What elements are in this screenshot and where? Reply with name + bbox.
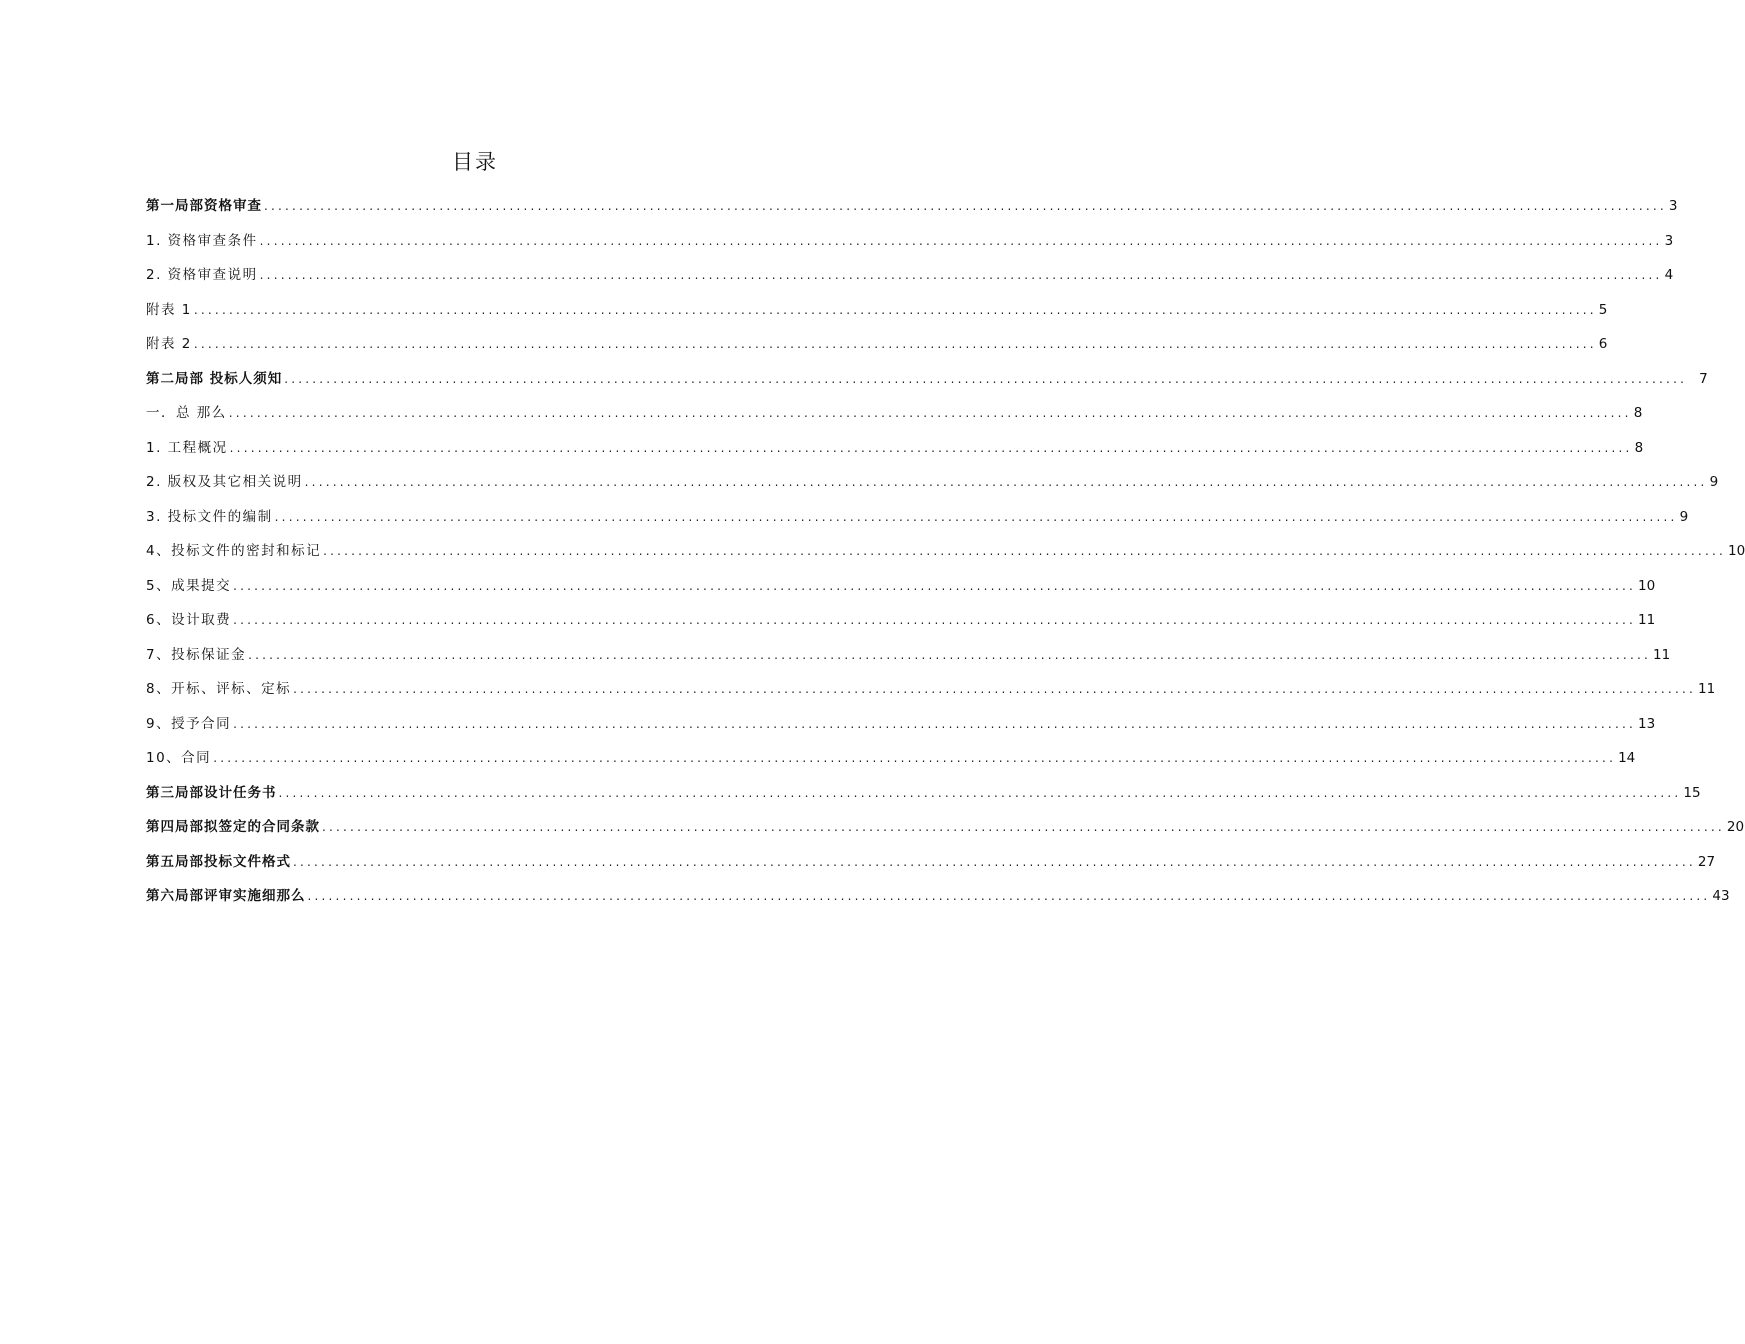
- toc-entry-page-number: 9: [1679, 508, 1689, 525]
- toc-entry-label: 2. 版权及其它相关说明: [146, 474, 303, 490]
- toc-dot-leader: ........................................................................................................................................................................................................: [322, 820, 1725, 834]
- toc-entry[interactable]: [146, 196, 1678, 216]
- toc-entry[interactable]: [146, 507, 1689, 527]
- toc-dot-leader: ........................................................................................................................................................................................................: [293, 682, 1696, 696]
- toc-entry-label: 第四局部拟签定的合同条款: [146, 819, 320, 835]
- toc-entry-label: 6、设计取费: [146, 612, 232, 628]
- toc-entry-page-number: 9: [1709, 474, 1719, 490]
- toc-dot-leader: ........................................................................................................................................................................................................: [248, 647, 1651, 662]
- toc-entry-page-number: 5: [1598, 301, 1608, 318]
- toc-entry[interactable]: [146, 334, 1608, 354]
- toc-entry-page-number: 8: [1634, 439, 1644, 456]
- toc-entry-label: 2. 资格审查说明: [146, 267, 258, 283]
- toc-entry-page-number: 13: [1637, 715, 1656, 732]
- toc-entry[interactable]: [146, 265, 1674, 285]
- toc-entry-label: 第六局部评审实施细那么: [146, 888, 306, 904]
- toc-entry-page-number: 14: [1618, 750, 1636, 766]
- toc-dot-leader: ........................................................................................................................................................................................................: [259, 233, 1663, 248]
- toc-entry[interactable]: [146, 679, 1716, 699]
- toc-dot-leader: ........................................................................................................................................................................................................: [278, 785, 1682, 800]
- toc-entry-label: 4、投标文件的密封和标记: [146, 543, 322, 559]
- toc-dot-leader: ........................................................................................................................................................................................................: [229, 440, 1633, 455]
- toc-dot-leader: ........................................................................................................................................................................................................: [274, 509, 1678, 524]
- toc-entry-page-number: 7: [1699, 370, 1708, 387]
- toc-entry[interactable]: [146, 369, 1708, 389]
- toc-dot-leader: ........................................................................................................................................................................................................: [193, 302, 1597, 317]
- toc-dot-leader: ........................................................................................................................................................................................................: [233, 613, 1636, 627]
- toc-entry-page-number: 10: [1637, 577, 1656, 594]
- toc-entry[interactable]: [146, 541, 1745, 561]
- toc-entry[interactable]: [146, 438, 1644, 458]
- toc-dot-leader: ........................................................................................................................................................................................................: [228, 406, 1632, 420]
- toc-entry[interactable]: [146, 403, 1643, 423]
- toc-entry-label: 10、合同: [146, 750, 212, 766]
- toc-dot-leader: ........................................................................................................................................................................................................: [293, 854, 1696, 869]
- toc-dot-leader: ........................................................................................................................................................................................................: [259, 268, 1663, 282]
- toc-dot-leader: ........................................................................................................................................................................................................: [233, 716, 1636, 731]
- toc-entry-label: 8、开标、评标、定标: [146, 681, 292, 697]
- toc-entry-label: 第一局部资格审查: [146, 198, 262, 214]
- toc-entry-label: 9、授予合同: [146, 715, 232, 732]
- toc-entry-page-number: 27: [1697, 853, 1716, 870]
- toc-entry-page-number: 11: [1637, 612, 1656, 628]
- toc-entry-page-number: 11: [1652, 646, 1671, 663]
- toc-entry[interactable]: [146, 748, 1636, 768]
- toc-entry-page-number: 10: [1727, 543, 1745, 559]
- toc-entry-page-number: 20: [1726, 819, 1745, 835]
- toc-entry-label: 第二局部 投标人须知: [146, 370, 283, 387]
- toc-entry[interactable]: [146, 886, 1730, 906]
- toc-entry-label: 1. 工程概况: [146, 439, 228, 456]
- toc-entry[interactable]: [146, 817, 1745, 837]
- toc-entry[interactable]: [146, 610, 1656, 630]
- toc-entry-label: 第五局部投标文件格式: [146, 853, 291, 870]
- toc-dot-leader: ........................................................................................................................................................................................................: [264, 199, 1667, 213]
- toc-dot-leader: ........................................................................................................................................................................................................: [323, 544, 1726, 558]
- toc-dot-leader: ........................................................................................................................................................................................................: [233, 578, 1636, 593]
- toc-entry[interactable]: [146, 576, 1656, 596]
- toc-entry[interactable]: [146, 852, 1716, 872]
- toc-entry-label: 5、成果提交: [146, 577, 232, 594]
- toc-entry-page-number: 6: [1598, 336, 1608, 352]
- page-title: 目录: [452, 150, 498, 174]
- toc-entry-page-number: 11: [1697, 681, 1716, 697]
- toc-entry-label: 附表 1: [146, 301, 192, 318]
- toc-entry-label: 附表 2: [146, 336, 192, 352]
- toc-dot-leader: ........................................................................................................................................................................................................: [304, 475, 1708, 489]
- toc-entry-page-number: 4: [1664, 267, 1674, 283]
- toc-entry[interactable]: [146, 231, 1674, 251]
- toc-entry-label: 第三局部设计任务书: [146, 784, 277, 801]
- toc-entry-label: 1. 资格审查条件: [146, 232, 258, 249]
- toc-dot-leader: ........................................................................................................................................................................................................: [213, 751, 1617, 765]
- toc-entry-page-number: 43: [1712, 888, 1730, 904]
- toc-dot-leader: ........................................................................................................................................................................................................: [193, 337, 1597, 351]
- toc-dot-leader: ........................................................................................................................................................................................................: [284, 371, 1688, 386]
- toc-entry-page-number: 8: [1633, 405, 1643, 421]
- toc-entry-page-number: 3: [1668, 198, 1678, 214]
- toc-entry-label: 3. 投标文件的编制: [146, 508, 273, 525]
- toc-dot-leader: ........................................................................................................................................................................................................: [307, 889, 1711, 903]
- toc-entry-label: 7、投标保证金: [146, 646, 247, 663]
- toc-entry[interactable]: [146, 300, 1608, 320]
- toc-entry-label: 一．总 那么: [146, 405, 227, 421]
- toc-entry[interactable]: [146, 472, 1719, 492]
- toc-entry-page-number: 3: [1664, 232, 1674, 249]
- toc-entry-page-number: 15: [1683, 784, 1701, 801]
- toc-entry[interactable]: [146, 714, 1656, 734]
- toc-entry[interactable]: [146, 645, 1671, 665]
- toc-entry[interactable]: [146, 783, 1701, 803]
